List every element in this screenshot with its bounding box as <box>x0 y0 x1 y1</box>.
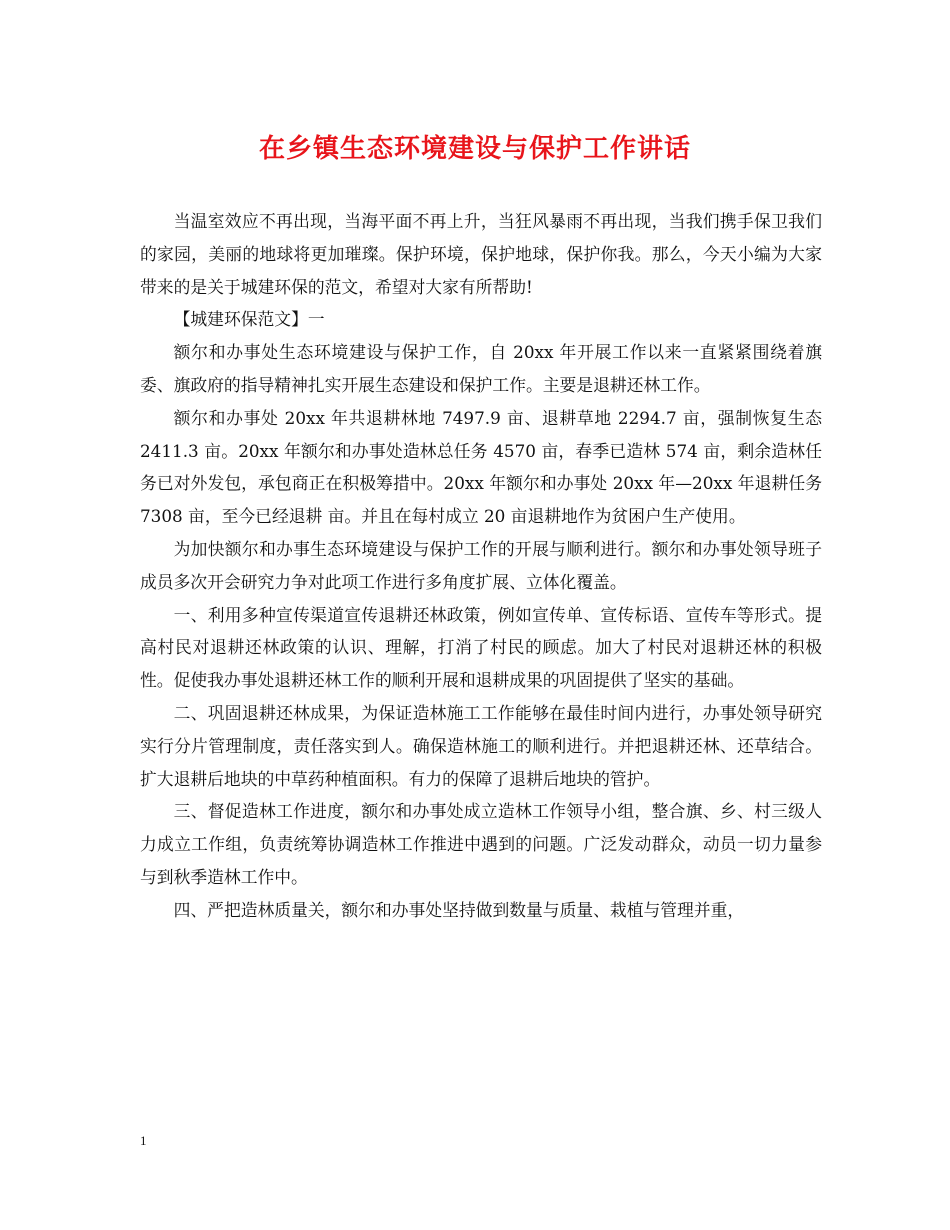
paragraph-statistics: 额尔和办事处 20xx 年共退耕林地 7497.9 亩、退耕草地 2294.7 亩，强制恢复生态 2411.3 亩。20xx 年额尔和办事处造林总任务 4570 亩，春季已造林 574 亩，剩余造林任务已对外发包，承包商正在积极筹措中。20xx 年额尔和办事处 20xx 年—20xx 年退耕任务 7308 亩，至今已经退耕 亩。并且在每村成立 20 亩退耕地作为贫困户生产使用。 <box>140 407 822 527</box>
paragraph-item-four: 四、严把造林质量关，额尔和办事处坚持做到数量与质量、栽植与管理并重， <box>173 899 745 920</box>
paragraph-intro: 当温室效应不再出现，当海平面不再上升，当狂风暴雨不再出现，当我们携手保卫我们的家园，美丽的地球将更加璀璨。保护环境，保护地球，保护你我。那么，今天小编为大家带来的是关于城建环保的范文，希望对大家有所帮助! <box>140 211 822 297</box>
paragraph-item-three: 三、督促造林工作进度，额尔和办事处成立造林工作领导小组，整合旗、乡、村三级人力成立工作组，负责统筹协调造林工作推进中遇到的问题。广泛发动群众，动员一切力量参与到秋季造林工作中。 <box>140 801 822 887</box>
paragraph-item-one: 一、利用多种宣传渠道宣传退耕还林政策，例如宣传单、宣传标语、宣传车等形式。提高村民对退耕还林政策的认识、理解，打消了村民的顾虑。加大了村民对退耕还林的积极性。促使我办事处退耕还林工作的顺利开展和退耕成果的巩固提供了坚实的基础。 <box>140 604 822 691</box>
document-title: 在乡镇生态环境建设与保护工作讲话 <box>258 134 691 164</box>
paragraph-leadership: 为加快额尔和办事生态环境建设与保护工作的开展与顺利进行。额尔和办事处领导班子成员多次开会研究力争对此项工作进行多角度扩展、立体化覆盖。 <box>140 538 822 592</box>
page-number: 1 <box>140 1133 147 1148</box>
paragraph-overview: 额尔和办事处生态环境建设与保护工作，自 20xx 年开展工作以来一直紧紧围绕着旗委、旗政府的指导精神扎实开展生态建设和保护工作。主要是退耕还林工作。 <box>140 342 822 395</box>
paragraph-item-two: 二、巩固退耕还林成果，为保证造林施工工作能够在最佳时间内进行，办事处领导研究实行分片管理制度，责任落实到人。确保造林施工的顺利进行。并把退耕还林、还草结合。扩大退耕后地块的中草药种植面积。有力的保障了退耕后地块的管护。 <box>140 702 822 789</box>
document-body <box>140 205 822 927</box>
paragraph-section-heading: 【城建环保范文】一 <box>173 309 325 330</box>
